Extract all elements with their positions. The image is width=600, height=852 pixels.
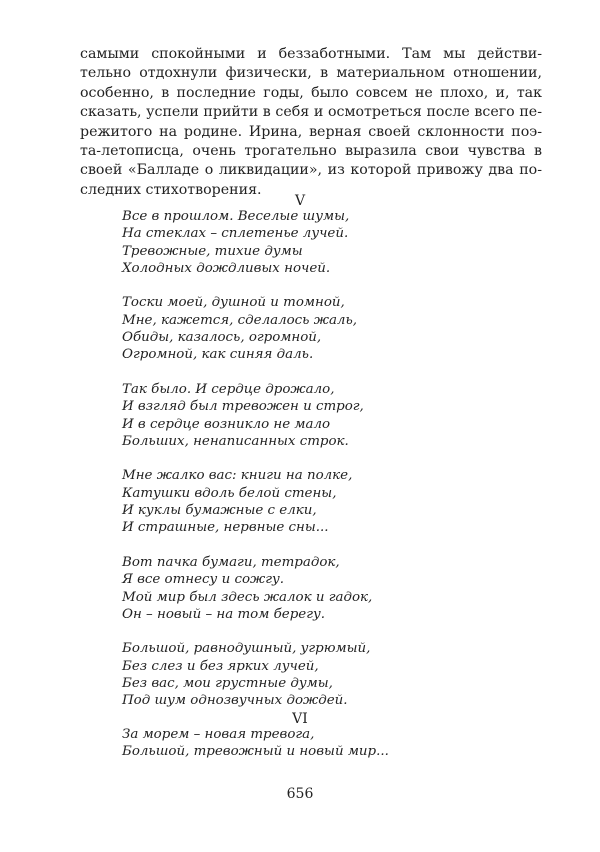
poem-stanza [122,554,372,623]
prose-line: самыми спокойными и беззаботными. Там мы действи- [80,46,542,62]
poem-line: И взгляд был тревожен и строг, [122,399,364,415]
poem-vi [122,726,389,761]
prose-line: тельно отдохнули физически, в материальном отношении, [80,65,542,82]
poem-line: И в сердце возникло не мало [122,416,331,432]
poem-line: Мне жалко вас: книги на полке, [122,468,353,484]
poem-line: И страшные, нервные сны... [122,520,329,536]
prose-line: следних стихотворения. [80,181,262,198]
poem-line: Без слез и без ярких лучей, [122,658,319,674]
poem-line: Большой, равнодушный, угрюмый, [122,641,371,657]
prose-line: сказать, успели прийти в себя и осмотреться после всего пе- [80,104,542,121]
poem-line: Холодных дождливых ночей. [122,260,331,276]
poem-line: На стеклах – сплетенье лучей. [122,226,349,242]
poem-line: Больших, ненаписанных строк. [122,433,349,449]
prose-line: та-летописца, очень трогательно выразила свои чувства в [80,142,542,159]
poem-line: Он – новый – на том берегу. [122,606,325,622]
poem-line: Тоски моей, душной и томной, [122,295,345,311]
poem-line: Обиды, казалось, огромной, [122,330,322,346]
poem-line: Катушки вдоль белой стены, [122,485,337,501]
prose-paragraph [80,45,542,200]
poem-stanza [122,640,372,709]
poem-line: Мне, кажется, сделалось жаль, [122,312,358,328]
poem-stanza [122,208,372,277]
poem-line: Тревожные, тихие думы [122,243,303,259]
section-heading-v: V [294,193,306,209]
poem-line: Вот пачка бумаги, тетрадок, [122,554,340,570]
poem-line: Огромной, как синяя даль. [122,347,314,363]
prose-line: режитого на родине. Ирина, верная своей склонности поэ- [80,123,542,140]
poem-stanza [122,467,372,536]
poem-line: Так было. И сердце дрожало, [122,381,335,397]
poem-line: Большой, тревожный и новый мир... [122,744,389,760]
poem-line: Мой мир был здесь жалок и гадок, [122,589,373,605]
prose-line: своей «Балладе о ликвидации», из которой привожу два по- [80,162,542,179]
poem-stanza [122,381,372,450]
poem-line: Под шум однозвучных дождей. [122,693,348,709]
poem-line: Без вас, мои грустные думы, [122,676,333,692]
poem-line: И куклы бумажные с елки, [122,503,317,519]
page-number: 656 [286,786,314,802]
poem-line: За морем – новая тревога, [122,727,315,742]
poem-v [122,208,372,727]
poem-stanza [122,294,372,363]
poem-line: Я все отнесу и сожгу. [122,572,285,588]
section-heading-vi: VI [292,711,308,727]
prose-line: особенно, в последние годы, было совсем не плохо, и, так [80,84,542,101]
poem-line: Все в прошлом. Веселые шумы, [122,209,350,224]
